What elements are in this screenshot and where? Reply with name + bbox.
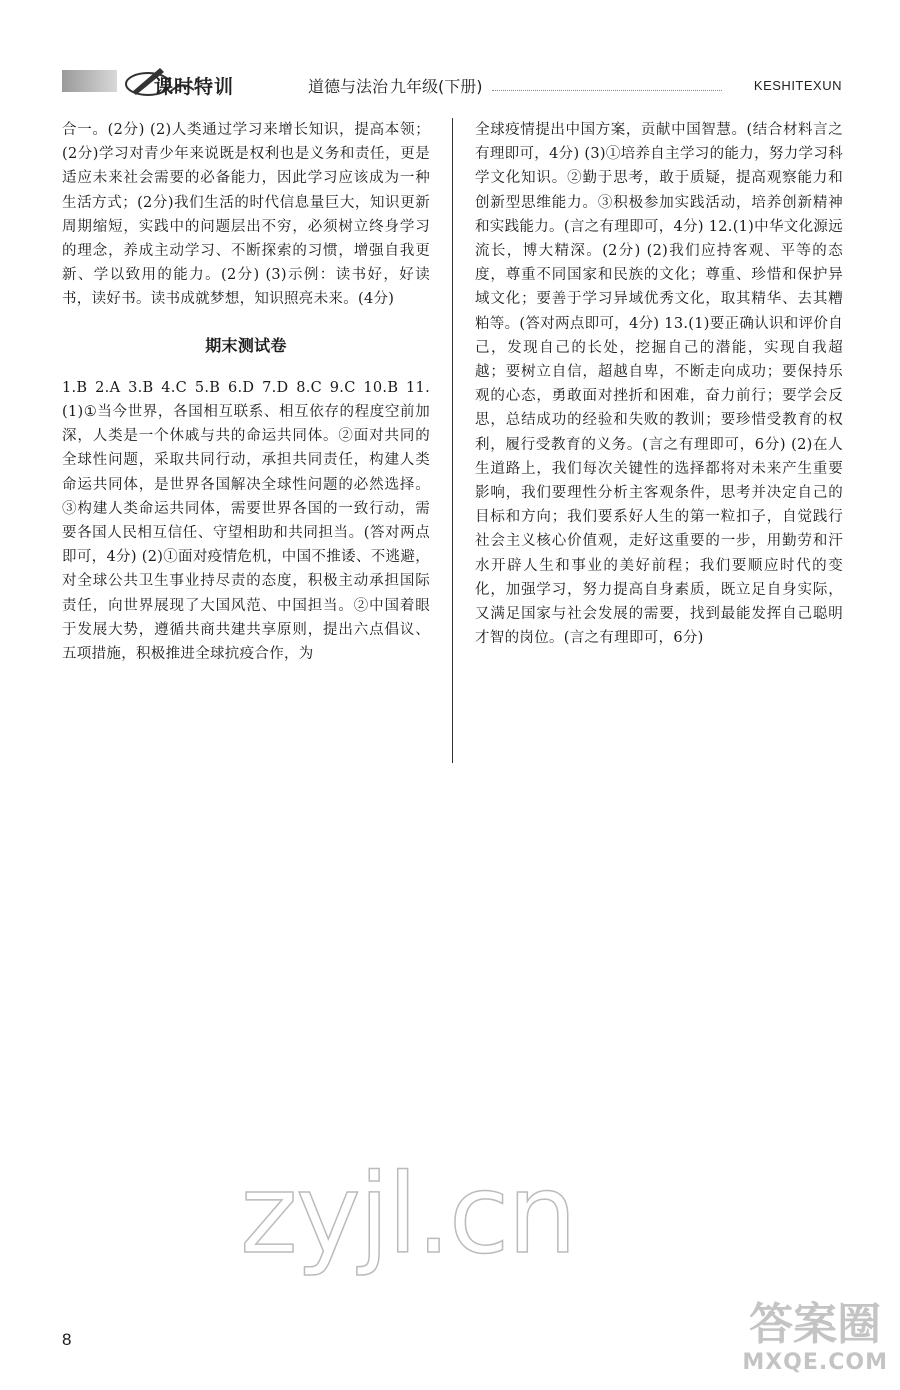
corner-watermark-url: MXQE.COM [742,1350,888,1375]
left-column [62,118,430,666]
intro-answers: 合一。(2分) (2)人类通过学习来增长知识，提高本领；(2分)学习对青少年来说既是权利也是义务和责任，更是适应未来社会需要的必备能力，因此学习应该成为一种生活方式；(2分)我们生活的时代信息量巨大，知识更新周期缩短，实践中的问题层出不穷，必须树立终身学习的理念，养成主动学习、不断探索的习惯，增强自我更新、学以致用的能力。(2分) (3)示例：读书好，好读书，读好书。读书成就梦想，知识照亮未来。(4分) [62,122,430,308]
right-column [475,118,843,650]
site-watermark: zyjl.cn [240,1150,576,1278]
brand-label: KESHITEXUN [753,78,842,93]
header-gray-bar [62,70,117,92]
page-header [62,62,842,102]
logo-text: 课时特训 [154,76,235,98]
right-column-answers: 全球疫情提出中国方案，贡献中国智慧。(结合材料言之有理即可，4分) (3)①培养自主学习的能力，努力学习科学文化知识。②勤于思考，敢于质疑，提高观察能力和创新型思维能力。③积极参加实践活动，培养创新精神和实践能力。(言之有理即可，4分) 12.(1)中华文化源远流长，博大精深。(2分) (2)我们应持客观、平等的态度，尊重不同国家和民族的文化；尊重、珍惜和保护异域文化；要善于学习异域优秀文化，取其精华、去其糟粕等。(答对两点即可，4分) 13.(1)要正确认识和评价自己，发现自己的长处，挖掘自己的潜能，实现自我超越；要树立自信，超越自卑，不断走向成功；要保持乐观的心态，勇敢面对挫折和困难，奋力前行；要学会反思，总结成功的经验和失败的教训；要珍惜受教育的权利，履行受教育的义务。(言之有理即可，6分) (2)在人生道路上，我们每次关键性的选择都将对未来产生重要影响，我们要理性分析主客观条件，思考并决定自己的目标和方向；我们要系好人生的第一粒扣子，自觉践行社会主义核心价值观，走好这重要的一步，用勤劳和汗水开辟人生和事业的美好前程；我们要顺应时代的变化，加强学习，努力提高自身素质，既立足自身实际，又满足国家与社会发展的需要，找到最能发挥自己聪明才智的岗位。(言之有理即可，6分) [475,122,843,647]
subject-label: 道德与法治 [308,77,389,96]
final-exam-answers: 1.B 2.A 3.B 4.C 5.B 6.D 7.D 8.C 9.C 10.B 11.(1)①当今世界，各国相互联系、相互依存的程度空前加深，人类是一个休戚与共的命运共同体。②面对共同的全球性问题，采取共同行动，承担共同责任，构建人类命运共同体，是世界各国解决全球性问题的必然选择。③构建人类命运共同体，需要世界各国的一致行动，需要各国人民相互信任、守望相助和共同担当。(答对两点即可，4分) (2)①面对疫情危机，中国不推诿、不逃避，对全球公共卫生事业持尽责的态度，积极主动承担国际责任，向世界展现了大国风范、中国担当。②中国着眼于发展大势，遵循共商共建共享原则，提出六点倡议、五项措施，积极推进全球抗疫合作，为 [62,379,430,663]
header-dotted-line [492,90,722,91]
grade-label: 九年级(下册) [390,77,483,96]
corner-watermark [742,1300,888,1375]
column-divider [452,118,453,763]
corner-watermark-title: 答案圈 [749,1299,882,1350]
section-title: 期末测试卷 [205,335,287,355]
page-number: 8 [62,1330,72,1349]
